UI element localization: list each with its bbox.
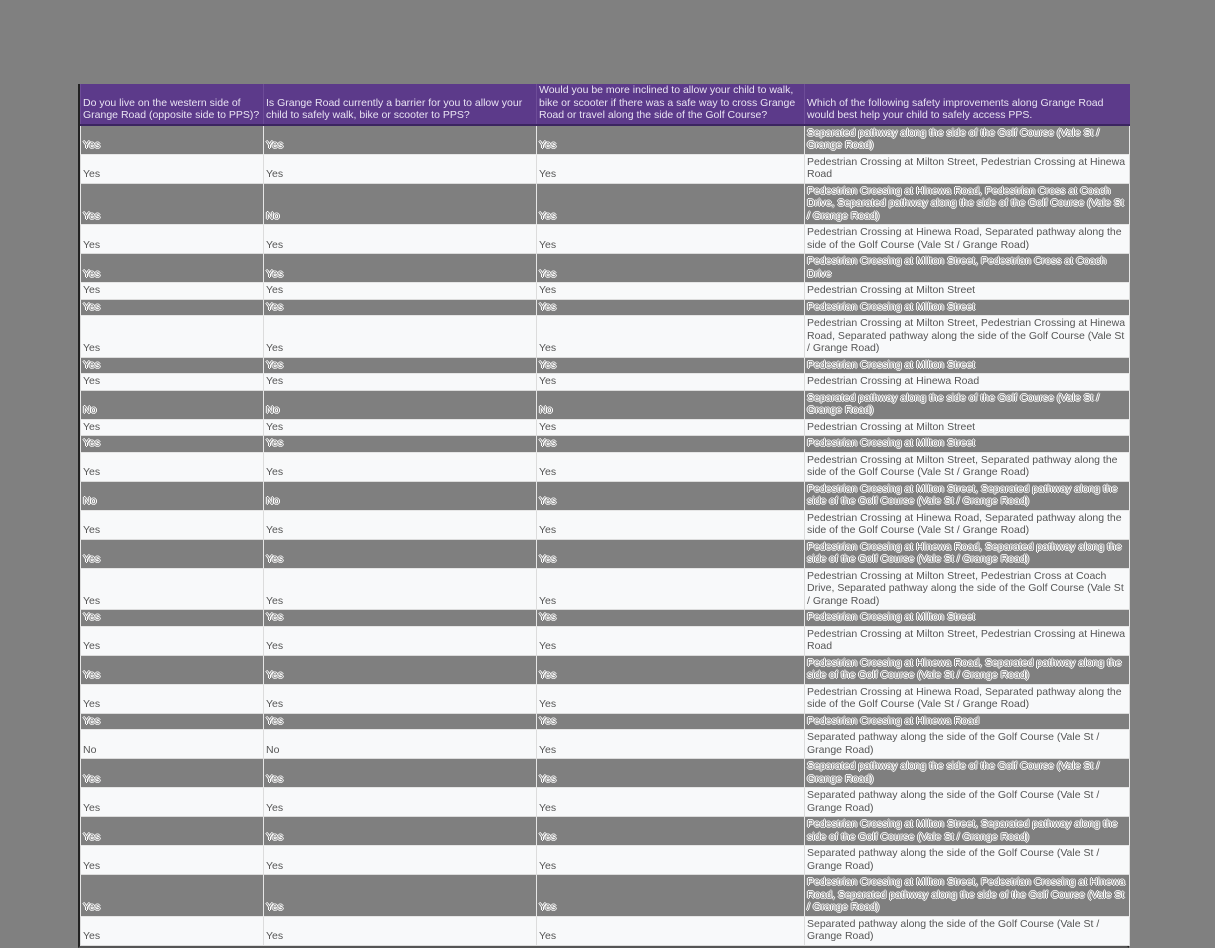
cell-barrier[interactable]: Yes — [264, 916, 537, 945]
cell-western-side[interactable]: Yes — [81, 436, 264, 453]
table-row — [81, 254, 1130, 283]
table-row — [81, 875, 1130, 917]
cell-western-side[interactable]: Yes — [81, 713, 264, 730]
table-row — [81, 730, 1130, 759]
cell-more-inclined[interactable]: Yes — [537, 436, 805, 453]
cell-safety-improvements[interactable]: Pedestrian Crossing at Hinewa Road, Pedestrian Cross at Coach Drive, Separated pathway along the side of the Golf Course (Vale St / Grange Road) — [805, 183, 1130, 225]
cell-safety-improvements[interactable]: Pedestrian Crossing at Hinewa Road, Separated pathway along the side of the Golf Course (Vale St / Grange Road) — [805, 539, 1130, 568]
cell-barrier[interactable]: Yes — [264, 154, 537, 183]
cell-barrier[interactable]: Yes — [264, 125, 537, 155]
cell-western-side[interactable]: Yes — [81, 374, 264, 391]
cell-barrier[interactable]: Yes — [264, 419, 537, 436]
table-row — [81, 374, 1130, 391]
cell-more-inclined[interactable]: Yes — [537, 125, 805, 155]
column-header-western-side[interactable]: Do you live on the western side of Grange Road (opposite side to PPS)? — [81, 84, 264, 125]
cell-safety-improvements[interactable]: Pedestrian Crossing at Milton Street, Pedestrian Crossing at Hinewa Road, Separated pathway along the side of the Golf Course (Vale St / Grange Road) — [805, 875, 1130, 917]
cell-western-side[interactable]: Yes — [81, 283, 264, 300]
table-row — [81, 916, 1130, 945]
cell-barrier[interactable]: No — [264, 183, 537, 225]
cell-safety-improvements[interactable]: Pedestrian Crossing at Milton Street, Pedestrian Crossing at Hinewa Road — [805, 154, 1130, 183]
column-header-barrier[interactable]: Is Grange Road currently a barrier for you to allow your child to safely walk, bike or scooter to PPS? — [264, 84, 537, 125]
cell-barrier[interactable]: Yes — [264, 254, 537, 283]
table-row — [81, 299, 1130, 316]
table-row — [81, 316, 1130, 358]
cell-safety-improvements[interactable]: Pedestrian Crossing at Milton Street, Pedestrian Cross at Coach Drive — [805, 254, 1130, 283]
table-row — [81, 510, 1130, 539]
cell-more-inclined[interactable]: Yes — [537, 316, 805, 358]
table-row — [81, 539, 1130, 568]
cell-safety-improvements[interactable]: Separated pathway along the side of the Golf Course (Vale St / Grange Road) — [805, 759, 1130, 788]
cell-safety-improvements[interactable]: Pedestrian Crossing at Milton Street, Pedestrian Crossing at Hinewa Road, Separated pathway along the side of the Golf Course (Vale St / Grange Road) — [805, 316, 1130, 358]
cell-safety-improvements[interactable]: Pedestrian Crossing at Hinewa Road, Separated pathway along the side of the Golf Course (Vale St / Grange Road) — [805, 684, 1130, 713]
cell-safety-improvements[interactable]: Separated pathway along the side of the Golf Course (Vale St / Grange Road) — [805, 788, 1130, 817]
cell-western-side[interactable]: Yes — [81, 125, 264, 155]
cell-more-inclined[interactable]: Yes — [537, 225, 805, 254]
table-row — [81, 684, 1130, 713]
cell-western-side[interactable]: Yes — [81, 655, 264, 684]
cell-more-inclined[interactable]: Yes — [537, 788, 805, 817]
cell-safety-improvements[interactable]: Pedestrian Crossing at Hinewa Road — [805, 713, 1130, 730]
cell-more-inclined[interactable]: Yes — [537, 875, 805, 917]
column-header-safety-improvements[interactable]: Which of the following safety improvements along Grange Road would best help your child to safely access PPS. — [805, 84, 1130, 125]
cell-western-side[interactable]: Yes — [81, 684, 264, 713]
cell-more-inclined[interactable]: Yes — [537, 374, 805, 391]
cell-more-inclined[interactable]: Yes — [537, 481, 805, 510]
cell-more-inclined[interactable]: Yes — [537, 846, 805, 875]
header-row — [81, 84, 1130, 125]
cell-barrier[interactable]: Yes — [264, 436, 537, 453]
table-body — [81, 125, 1130, 946]
cell-western-side[interactable]: Yes — [81, 419, 264, 436]
cell-safety-improvements[interactable]: Separated pathway along the side of the Golf Course (Vale St / Grange Road) — [805, 916, 1130, 945]
responses-table — [80, 84, 1130, 946]
cell-more-inclined[interactable]: Yes — [537, 684, 805, 713]
cell-more-inclined[interactable]: Yes — [537, 510, 805, 539]
table-row — [81, 817, 1130, 846]
cell-barrier[interactable]: Yes — [264, 759, 537, 788]
table-row — [81, 846, 1130, 875]
table-row — [81, 125, 1130, 155]
cell-western-side[interactable]: Yes — [81, 875, 264, 917]
cell-western-side[interactable]: No — [81, 730, 264, 759]
cell-barrier[interactable]: Yes — [264, 788, 537, 817]
cell-more-inclined[interactable]: Yes — [537, 713, 805, 730]
cell-barrier[interactable]: Yes — [264, 452, 537, 481]
cell-more-inclined[interactable]: Yes — [537, 759, 805, 788]
cell-western-side[interactable]: Yes — [81, 610, 264, 627]
cell-safety-improvements[interactable]: Pedestrian Crossing at Milton Street, Separated pathway along the side of the Golf Course (Vale St / Grange Road) — [805, 481, 1130, 510]
cell-barrier[interactable]: Yes — [264, 713, 537, 730]
cell-more-inclined[interactable]: Yes — [537, 283, 805, 300]
cell-more-inclined[interactable]: Yes — [537, 254, 805, 283]
cell-western-side[interactable]: Yes — [81, 788, 264, 817]
cell-safety-improvements[interactable]: Pedestrian Crossing at Milton Street — [805, 283, 1130, 300]
cell-safety-improvements[interactable]: Pedestrian Crossing at Hinewa Road, Separated pathway along the side of the Golf Course (Vale St / Grange Road) — [805, 225, 1130, 254]
cell-safety-improvements[interactable]: Separated pathway along the side of the Golf Course (Vale St / Grange Road) — [805, 846, 1130, 875]
cell-western-side[interactable]: Yes — [81, 510, 264, 539]
table-row — [81, 357, 1130, 374]
table-row — [81, 154, 1130, 183]
cell-safety-improvements[interactable]: Pedestrian Crossing at Milton Street, Pedestrian Crossing at Hinewa Road — [805, 626, 1130, 655]
cell-western-side[interactable]: Yes — [81, 916, 264, 945]
cell-more-inclined[interactable]: No — [537, 390, 805, 419]
cell-western-side[interactable]: Yes — [81, 183, 264, 225]
table-row — [81, 759, 1130, 788]
table-row — [81, 183, 1130, 225]
cell-barrier[interactable]: Yes — [264, 374, 537, 391]
table-row — [81, 713, 1130, 730]
cell-barrier[interactable]: Yes — [264, 626, 537, 655]
cell-more-inclined[interactable]: Yes — [537, 299, 805, 316]
cell-western-side[interactable]: No — [81, 390, 264, 419]
table-row — [81, 225, 1130, 254]
cell-more-inclined[interactable]: Yes — [537, 452, 805, 481]
cell-more-inclined[interactable]: Yes — [537, 419, 805, 436]
cell-barrier[interactable]: Yes — [264, 568, 537, 610]
cell-more-inclined[interactable]: Yes — [537, 730, 805, 759]
cell-safety-improvements[interactable]: Separated pathway along the side of the Golf Course (Vale St / Grange Road) — [805, 125, 1130, 155]
column-header-more-inclined[interactable]: Would you be more inclined to allow your child to walk, bike or scooter if there was a safe way to cross Grange Road or travel along the side of the Golf Course? — [537, 84, 805, 125]
table-row — [81, 626, 1130, 655]
cell-western-side[interactable]: Yes — [81, 539, 264, 568]
cell-more-inclined[interactable]: Yes — [537, 626, 805, 655]
cell-safety-improvements[interactable]: Separated pathway along the side of the Golf Course (Vale St / Grange Road) — [805, 390, 1130, 419]
cell-barrier[interactable]: Yes — [264, 539, 537, 568]
cell-barrier[interactable]: Yes — [264, 846, 537, 875]
cell-safety-improvements[interactable]: Separated pathway along the side of the Golf Course (Vale St / Grange Road) — [805, 730, 1130, 759]
cell-safety-improvements[interactable]: Pedestrian Crossing at Milton Street, Separated pathway along the side of the Golf Course (Vale St / Grange Road) — [805, 452, 1130, 481]
cell-more-inclined[interactable]: Yes — [537, 357, 805, 374]
cell-more-inclined[interactable]: Yes — [537, 817, 805, 846]
cell-barrier[interactable]: Yes — [264, 875, 537, 917]
cell-more-inclined[interactable]: Yes — [537, 154, 805, 183]
cell-western-side[interactable]: Yes — [81, 357, 264, 374]
table-row — [81, 390, 1130, 419]
cell-more-inclined[interactable]: Yes — [537, 610, 805, 627]
cell-barrier[interactable]: Yes — [264, 610, 537, 627]
cell-more-inclined[interactable]: Yes — [537, 539, 805, 568]
table-row — [81, 481, 1130, 510]
table-row — [81, 655, 1130, 684]
cell-western-side[interactable]: Yes — [81, 225, 264, 254]
table-row — [81, 452, 1130, 481]
cell-safety-improvements[interactable]: Pedestrian Crossing at Milton Street — [805, 419, 1130, 436]
cell-western-side[interactable]: Yes — [81, 568, 264, 610]
cell-barrier[interactable]: Yes — [264, 684, 537, 713]
cell-western-side[interactable]: Yes — [81, 817, 264, 846]
cell-barrier[interactable]: No — [264, 390, 537, 419]
cell-barrier[interactable]: No — [264, 730, 537, 759]
cell-safety-improvements[interactable]: Pedestrian Crossing at Milton Street — [805, 299, 1130, 316]
cell-safety-improvements[interactable]: Pedestrian Crossing at Milton Street, Pedestrian Cross at Coach Drive, Separated pathway along the side of the Golf Course (Vale St / Grange Road) — [805, 568, 1130, 610]
cell-barrier[interactable]: Yes — [264, 510, 537, 539]
cell-western-side[interactable]: Yes — [81, 316, 264, 358]
cell-safety-improvements[interactable]: Pedestrian Crossing at Milton Street — [805, 357, 1130, 374]
cell-western-side[interactable]: Yes — [81, 759, 264, 788]
cell-barrier[interactable]: Yes — [264, 299, 537, 316]
table-row — [81, 419, 1130, 436]
cell-safety-improvements[interactable]: Pedestrian Crossing at Milton Street, Separated pathway along the side of the Golf Course (Vale St / Grange Road) — [805, 817, 1130, 846]
cell-western-side[interactable]: Yes — [81, 154, 264, 183]
cell-safety-improvements[interactable]: Pedestrian Crossing at Hinewa Road — [805, 374, 1130, 391]
cell-more-inclined[interactable]: Yes — [537, 183, 805, 225]
table-row — [81, 568, 1130, 610]
cell-barrier[interactable]: Yes — [264, 655, 537, 684]
table-row — [81, 610, 1130, 627]
cell-western-side[interactable]: Yes — [81, 846, 264, 875]
cell-safety-improvements[interactable]: Pedestrian Crossing at Milton Street — [805, 610, 1130, 627]
cell-barrier[interactable]: Yes — [264, 225, 537, 254]
cell-barrier[interactable]: Yes — [264, 316, 537, 358]
cell-western-side[interactable]: Yes — [81, 452, 264, 481]
cell-barrier[interactable]: No — [264, 481, 537, 510]
survey-response-table — [78, 84, 1129, 948]
cell-safety-improvements[interactable]: Pedestrian Crossing at Hinewa Road, Separated pathway along the side of the Golf Course (Vale St / Grange Road) — [805, 510, 1130, 539]
cell-barrier[interactable]: Yes — [264, 817, 537, 846]
cell-western-side[interactable]: Yes — [81, 254, 264, 283]
cell-more-inclined[interactable]: Yes — [537, 568, 805, 610]
cell-safety-improvements[interactable]: Pedestrian Crossing at Hinewa Road, Separated pathway along the side of the Golf Course (Vale St / Grange Road) — [805, 655, 1130, 684]
cell-western-side[interactable]: No — [81, 481, 264, 510]
cell-more-inclined[interactable]: Yes — [537, 916, 805, 945]
cell-western-side[interactable]: Yes — [81, 299, 264, 316]
cell-safety-improvements[interactable]: Pedestrian Crossing at Milton Street — [805, 436, 1130, 453]
cell-more-inclined[interactable]: Yes — [537, 655, 805, 684]
table-row — [81, 283, 1130, 300]
cell-western-side[interactable]: Yes — [81, 626, 264, 655]
table-row — [81, 436, 1130, 453]
cell-barrier[interactable]: Yes — [264, 357, 537, 374]
cell-barrier[interactable]: Yes — [264, 283, 537, 300]
table-row — [81, 788, 1130, 817]
